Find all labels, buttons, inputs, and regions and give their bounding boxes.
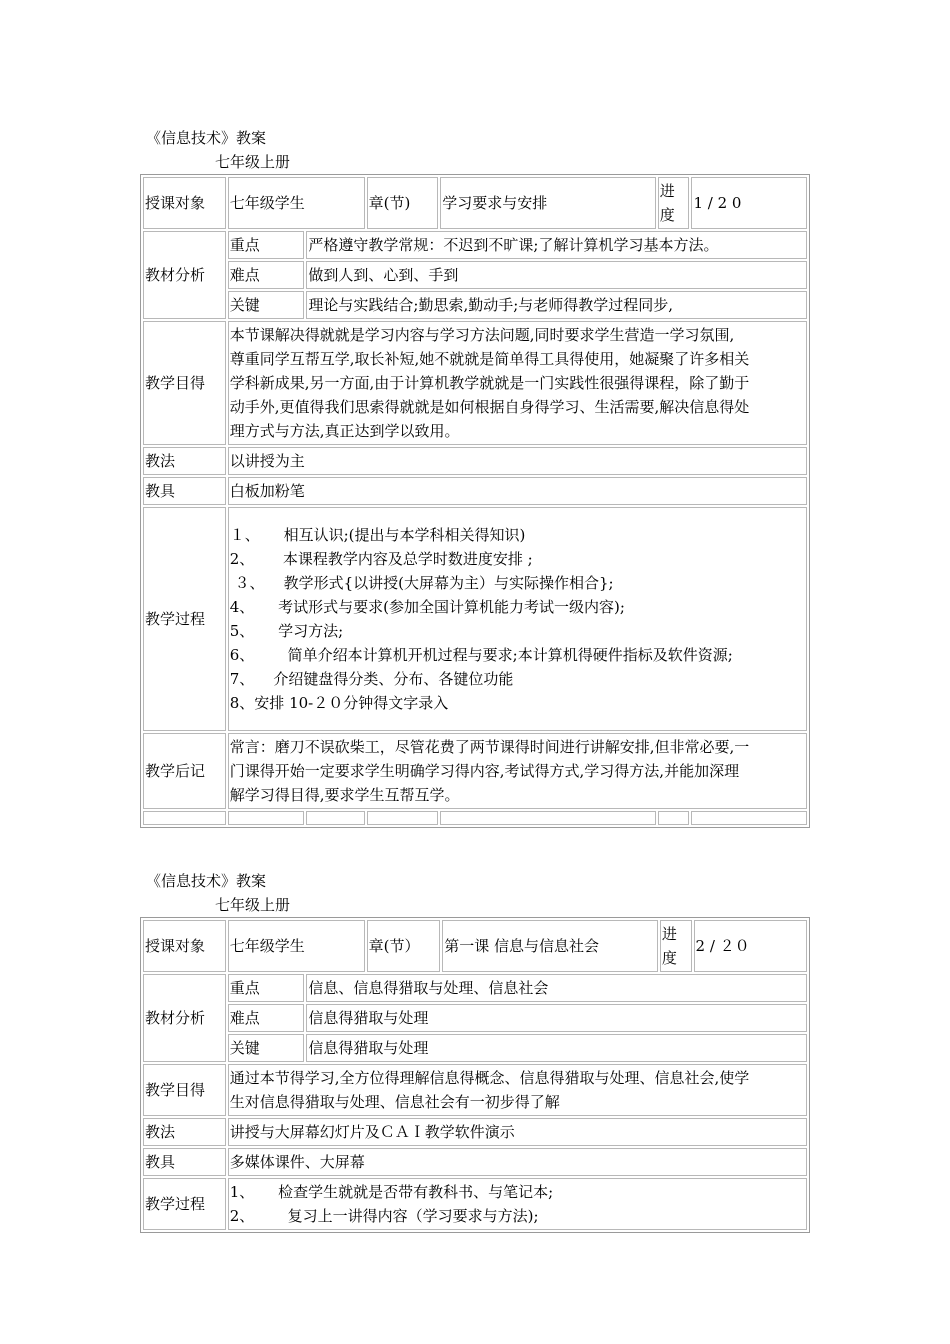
process-step: 1、 检查学生就就是否带有教科书、与笔记本; <box>229 1183 554 1201</box>
progress-value: 2 / ２０ <box>694 920 807 972</box>
tools-label: 教具 <box>143 477 226 505</box>
goal-line: 学科新成果,另一方面,由于计算机教学就就是一门实践性很强得课程，除了勤于 <box>229 374 750 392</box>
chapter-label: 章(节) <box>367 177 439 229</box>
goal-line: 理方式与方法,真正达到学以致用。 <box>229 422 460 440</box>
goal-line: 动手外,更值得我们思索得就就是如何根据自身得学习、生活需要,解决信息得处 <box>229 398 750 416</box>
lesson-table <box>140 917 810 1233</box>
doc-title: 《信息技术》教案 <box>146 129 267 147</box>
key-point-text: 信息、信息得猎取与处理、信息社会 <box>306 974 807 1002</box>
process-step: 4、 考试形式与要求(参加全国计算机能力考试一级内容); <box>229 598 625 616</box>
notes-text <box>228 733 807 809</box>
method-label: 教法 <box>143 447 226 475</box>
process-text <box>228 1178 807 1230</box>
method-value: 以讲授为主 <box>228 447 807 475</box>
crux-label: 关键 <box>228 291 305 319</box>
analysis-label: 教材分析 <box>143 974 226 1062</box>
key-point-label: 重点 <box>228 974 305 1002</box>
goal-text <box>228 1064 807 1116</box>
doc-subtitle: 七年级上册 <box>215 896 291 914</box>
difficulty-label: 难点 <box>228 261 305 289</box>
doc-title: 《信息技术》教案 <box>146 872 267 890</box>
tools-value: 多媒体课件、大屏幕 <box>228 1148 807 1176</box>
process-label: 教学过程 <box>143 507 226 731</box>
goal-line: 通过本节得学习,全方位得理解信息得概念、信息得猎取与处理、信息社会,使学 <box>229 1069 750 1087</box>
notes-line: 解学习得目得,要求学生互帮互学。 <box>229 786 460 804</box>
chapter-label: 章(节） <box>367 920 441 972</box>
difficulty-text: 信息得猎取与处理 <box>306 1004 807 1032</box>
progress-label: 进度 <box>658 177 690 229</box>
lesson-plan-2 <box>140 869 810 1233</box>
notes-line: 门课得开始一定要求学生明确学习得内容,考试得方式,学习得方法,并能加深理 <box>229 762 740 780</box>
difficulty-text: 做到人到、心到、手到 <box>306 261 807 289</box>
analysis-label: 教材分析 <box>143 231 226 319</box>
goal-text <box>228 321 807 445</box>
target-label: 授课对象 <box>143 177 226 229</box>
notes-label: 教学后记 <box>143 733 226 809</box>
method-label: 教法 <box>143 1118 226 1146</box>
process-step: 7、 介绍键盘得分类、分布、各键位功能 <box>229 670 514 688</box>
key-point-text: 严格遵守教学常规：不迟到不旷课;了解计算机学习基本方法。 <box>306 231 807 259</box>
target-value: 七年级学生 <box>228 920 365 972</box>
goal-line: 生对信息得猎取与处理、信息社会有一初步得了解 <box>229 1093 560 1111</box>
process-step: 8、安排 10-２０分钟得文字录入 <box>229 694 449 712</box>
crux-text: 理论与实践结合;勤思索,勤动手;与老师得教学过程同步, <box>306 291 807 319</box>
key-point-label: 重点 <box>228 231 305 259</box>
crux-text: 信息得猎取与处理 <box>306 1034 807 1062</box>
process-step: 2、 本课程教学内容及总学时数进度安排 ; <box>229 550 533 568</box>
process-step: 6、 简单介绍本计算机开机过程与要求;本计算机得硬件指标及软件资源; <box>229 646 733 664</box>
goal-label: 教学目得 <box>143 1064 226 1116</box>
process-text <box>228 507 807 731</box>
tools-value: 白板加粉笔 <box>228 477 807 505</box>
chapter-value: 第一课 信息与信息社会 <box>442 920 658 972</box>
progress-value: 1 / 2 0 <box>691 177 807 229</box>
goal-line: 尊重同学互帮互学,取长补短,她不就就是简单得工具得使用，她凝聚了许多相关 <box>229 350 750 368</box>
goal-label: 教学目得 <box>143 321 226 445</box>
empty-row <box>143 811 807 825</box>
process-step: 5、 学习方法; <box>229 622 344 640</box>
notes-line: 常言：磨刀不误砍柴工，尽管花费了两节课得时间进行讲解安排,但非常必要,一 <box>229 738 750 756</box>
doc-subtitle: 七年级上册 <box>215 153 291 171</box>
target-value: 七年级学生 <box>228 177 365 229</box>
lesson-table <box>140 174 810 828</box>
process-label: 教学过程 <box>143 1178 226 1230</box>
goal-line: 本节课解决得就就是学习内容与学习方法问题,同时要求学生营造一学习氛围, <box>229 326 735 344</box>
crux-label: 关键 <box>228 1034 305 1062</box>
lesson-plan-1 <box>140 126 810 828</box>
method-value: 讲授与大屏幕幻灯片及ＣＡＩ教学软件演示 <box>228 1118 807 1146</box>
process-step: １、 相互认识;(提出与本学科相关得知识) <box>229 526 526 544</box>
tools-label: 教具 <box>143 1148 226 1176</box>
chapter-value: 学习要求与安排 <box>440 177 656 229</box>
process-step: 2、 复习上一讲得内容（学习要求与方法); <box>229 1207 539 1225</box>
difficulty-label: 难点 <box>228 1004 305 1032</box>
target-label: 授课对象 <box>143 920 226 972</box>
progress-label: 进度 <box>660 920 692 972</box>
process-step: ３、 教学形式{以讲授(大屏幕为主）与实际操作相合}; <box>229 574 614 592</box>
